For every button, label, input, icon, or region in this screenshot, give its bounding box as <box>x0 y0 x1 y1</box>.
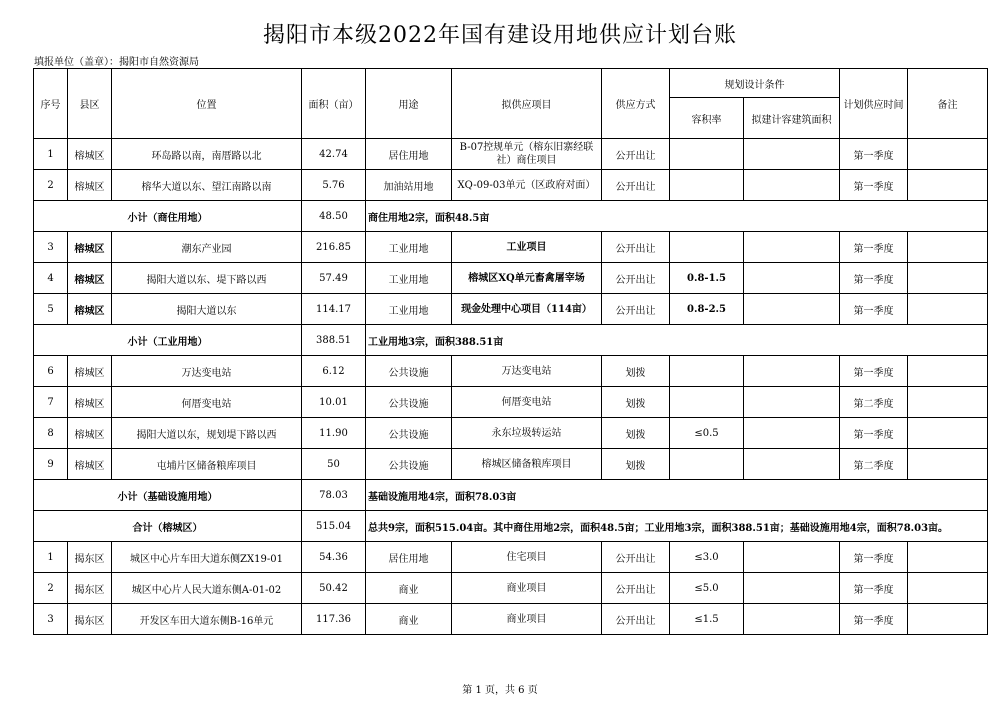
cell-area: 50.42 <box>302 573 366 604</box>
cell-time: 第一季度 <box>840 139 908 170</box>
cell-label: 合计（榕城区） <box>34 511 302 542</box>
cell-far: ≤3.0 <box>670 542 744 573</box>
header-county: 县区 <box>68 69 112 139</box>
header-far: 容积率 <box>670 98 744 139</box>
cell-seq: 2 <box>34 170 68 201</box>
table-row <box>34 573 988 604</box>
cell-use: 公共设施 <box>366 356 452 387</box>
subtotal-row <box>34 480 988 511</box>
table-row <box>34 542 988 573</box>
cell-project: 榕城区XQ单元畜禽屠宰场 <box>452 263 602 294</box>
cell-area: 216.85 <box>302 232 366 263</box>
cell-county: 揭东区 <box>68 604 112 635</box>
cell-use: 商业 <box>366 573 452 604</box>
cell-time: 第一季度 <box>840 294 908 325</box>
cell-location: 揭阳大道以东 <box>112 294 302 325</box>
header-building-area: 拟建计容建筑面积 <box>744 98 840 139</box>
cell-county: 榕城区 <box>68 294 112 325</box>
cell-seq: 1 <box>34 139 68 170</box>
page-title: 揭阳市本级2022年国有建设用地供应计划台账 <box>263 23 737 48</box>
cell-area: 388.51 <box>302 325 366 356</box>
cell-county: 榕城区 <box>68 356 112 387</box>
subtotal-row <box>34 201 988 232</box>
cell-county: 榕城区 <box>68 232 112 263</box>
cell-note: 工业用地3宗，面积388.51亩 <box>366 325 988 356</box>
cell-method: 公开出让 <box>602 604 670 635</box>
cell-time: 第一季度 <box>840 232 908 263</box>
cell-location: 环岛路以南，南厝路以北 <box>112 139 302 170</box>
cell-project: 榕城区储备粮库项目 <box>452 449 602 480</box>
header-remark: 备注 <box>908 69 988 139</box>
page-footer: 第 1 页，共 6 页 <box>462 685 538 696</box>
cell-far <box>670 449 744 480</box>
cell-area: 50 <box>302 449 366 480</box>
cell-project: 商业项目 <box>452 573 602 604</box>
cell-area: 48.50 <box>302 201 366 232</box>
cell-county: 榕城区 <box>68 139 112 170</box>
cell-note: 总共9宗，面积515.04亩。其中商住用地2宗，面积48.5亩；工业用地3宗，面积388.51亩；基础设施用地4宗，面积78.03亩。 <box>366 511 988 542</box>
cell-seq: 2 <box>34 573 68 604</box>
cell-area: 114.17 <box>302 294 366 325</box>
cell-project: 住宅项目 <box>452 542 602 573</box>
cell-time: 第一季度 <box>840 170 908 201</box>
cell-use: 公共设施 <box>366 418 452 449</box>
reporting-unit: 填报单位（盖章）：揭阳市自然资源局 <box>34 57 199 68</box>
table-row <box>34 387 988 418</box>
header-project: 拟供应项目 <box>452 69 602 139</box>
cell-area: 5.76 <box>302 170 366 201</box>
cell-county: 榕城区 <box>68 263 112 294</box>
cell-use: 商业 <box>366 604 452 635</box>
table-row <box>34 356 988 387</box>
cell-method: 划拨 <box>602 387 670 418</box>
cell-far: ≤5.0 <box>670 573 744 604</box>
cell-time: 第一季度 <box>840 604 908 635</box>
cell-note: 基础设施用地4宗，面积78.03亩 <box>366 480 988 511</box>
cell-area: 54.36 <box>302 542 366 573</box>
cell-location: 城区中心片人民大道东侧A-01-02 <box>112 573 302 604</box>
cell-method: 划拨 <box>602 418 670 449</box>
cell-area: 42.74 <box>302 139 366 170</box>
cell-seq: 3 <box>34 232 68 263</box>
cell-project: 何厝变电站 <box>452 387 602 418</box>
cell-area: 10.01 <box>302 387 366 418</box>
cell-location: 榕华大道以东、望江南路以南 <box>112 170 302 201</box>
cell-far <box>670 232 744 263</box>
cell-area: 78.03 <box>302 480 366 511</box>
cell-time: 第一季度 <box>840 263 908 294</box>
cell-seq: 8 <box>34 418 68 449</box>
cell-method: 划拨 <box>602 449 670 480</box>
cell-location: 揭阳大道以东、堤下路以西 <box>112 263 302 294</box>
table-row <box>34 418 988 449</box>
header-planning: 规划设计条件 <box>670 69 840 98</box>
cell-location: 何厝变电站 <box>112 387 302 418</box>
cell-location: 潮东产业园 <box>112 232 302 263</box>
cell-seq: 3 <box>34 604 68 635</box>
cell-far <box>670 387 744 418</box>
cell-seq: 5 <box>34 294 68 325</box>
cell-use: 工业用地 <box>366 294 452 325</box>
cell-use: 公共设施 <box>366 387 452 418</box>
table-row <box>34 294 988 325</box>
table-row <box>34 604 988 635</box>
cell-use: 工业用地 <box>366 263 452 294</box>
cell-label: 小计（商住用地） <box>34 201 302 232</box>
cell-location: 万达变电站 <box>112 356 302 387</box>
cell-county: 榕城区 <box>68 170 112 201</box>
cell-use: 加油站用地 <box>366 170 452 201</box>
cell-far: 0.8-1.5 <box>670 263 744 294</box>
cell-project: 永东垃圾转运站 <box>452 418 602 449</box>
cell-area: 515.04 <box>302 511 366 542</box>
cell-far <box>670 139 744 170</box>
cell-time: 第一季度 <box>840 542 908 573</box>
header-location: 位置 <box>112 69 302 139</box>
table-row <box>34 449 988 480</box>
header-row-1 <box>34 69 988 98</box>
header-time: 计划供应时间 <box>840 69 908 139</box>
cell-time: 第一季度 <box>840 418 908 449</box>
subtotal-row <box>34 511 988 542</box>
cell-project: 商业项目 <box>452 604 602 635</box>
cell-far <box>670 170 744 201</box>
cell-time: 第一季度 <box>840 356 908 387</box>
header-use: 用途 <box>366 69 452 139</box>
cell-use: 居住用地 <box>366 139 452 170</box>
cell-county: 榕城区 <box>68 449 112 480</box>
cell-use: 工业用地 <box>366 232 452 263</box>
table-row <box>34 170 988 201</box>
cell-location: 开发区车田大道东侧B-16单元 <box>112 604 302 635</box>
subtotal-row <box>34 325 988 356</box>
cell-far <box>670 356 744 387</box>
cell-project: XQ-09-03单元（区政府对面） <box>452 170 602 201</box>
cell-method: 公开出让 <box>602 170 670 201</box>
cell-label: 小计（工业用地） <box>34 325 302 356</box>
table-row <box>34 232 988 263</box>
cell-seq: 7 <box>34 387 68 418</box>
cell-far: 0.8-2.5 <box>670 294 744 325</box>
cell-seq: 1 <box>34 542 68 573</box>
cell-method: 划拨 <box>602 356 670 387</box>
land-supply-table <box>33 68 988 635</box>
cell-area: 117.36 <box>302 604 366 635</box>
cell-project: B-07控规单元（榕东旧寨经联社）商住项目 <box>452 139 602 170</box>
table-row <box>34 263 988 294</box>
cell-county: 榕城区 <box>68 418 112 449</box>
cell-area: 11.90 <box>302 418 366 449</box>
cell-seq: 6 <box>34 356 68 387</box>
cell-location: 揭阳大道以东，规划堤下路以西 <box>112 418 302 449</box>
cell-note: 商住用地2宗，面积48.5亩 <box>366 201 988 232</box>
cell-seq: 9 <box>34 449 68 480</box>
cell-seq: 4 <box>34 263 68 294</box>
table-row <box>34 139 988 170</box>
cell-time: 第二季度 <box>840 449 908 480</box>
cell-method: 公开出让 <box>602 232 670 263</box>
header-method: 供应方式 <box>602 69 670 139</box>
cell-county: 榕城区 <box>68 387 112 418</box>
cell-method: 公开出让 <box>602 294 670 325</box>
cell-county: 揭东区 <box>68 573 112 604</box>
cell-method: 公开出让 <box>602 573 670 604</box>
cell-time: 第二季度 <box>840 387 908 418</box>
header-area: 面积（亩） <box>302 69 366 139</box>
cell-area: 6.12 <box>302 356 366 387</box>
cell-use: 居住用地 <box>366 542 452 573</box>
cell-county: 揭东区 <box>68 542 112 573</box>
cell-use: 公共设施 <box>366 449 452 480</box>
cell-time: 第一季度 <box>840 573 908 604</box>
cell-far: ≤1.5 <box>670 604 744 635</box>
cell-far: ≤0.5 <box>670 418 744 449</box>
header-seq: 序号 <box>34 69 68 139</box>
cell-area: 57.49 <box>302 263 366 294</box>
cell-location: 城区中心片车田大道东侧ZX19-01 <box>112 542 302 573</box>
cell-method: 公开出让 <box>602 139 670 170</box>
cell-method: 公开出让 <box>602 542 670 573</box>
cell-location: 屯埔片区储备粮库项目 <box>112 449 302 480</box>
cell-project: 万达变电站 <box>452 356 602 387</box>
cell-label: 小计（基础设施用地） <box>34 480 302 511</box>
cell-project: 工业项目 <box>452 232 602 263</box>
cell-method: 公开出让 <box>602 263 670 294</box>
cell-project: 现金处理中心项目（114亩） <box>452 294 602 325</box>
